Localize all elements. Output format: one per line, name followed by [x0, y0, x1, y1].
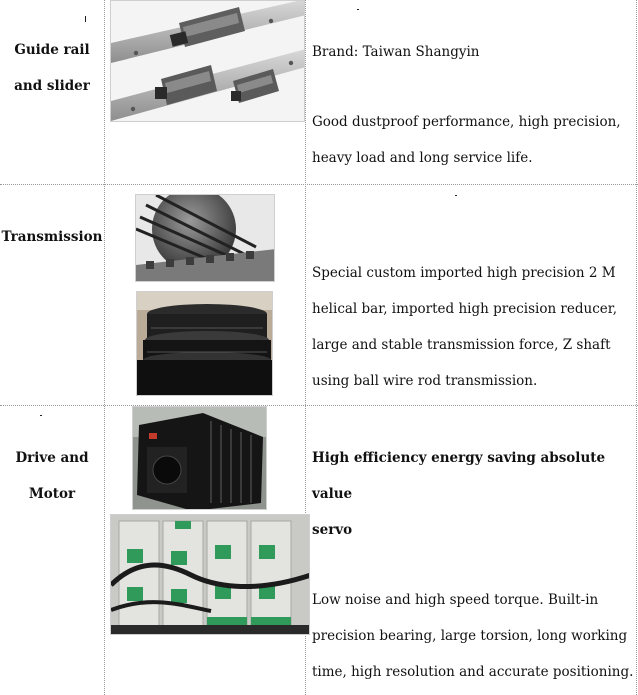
desc-block-transmission	[312, 255, 617, 399]
desc-block-drive-motor	[312, 582, 633, 690]
desc-block-servo-title	[312, 440, 638, 548]
row-label-guide-rail	[0, 32, 104, 104]
desc-line: heavy load and long service life.	[312, 150, 533, 166]
row-divider-1	[0, 184, 638, 185]
desc-line: precision bearing, large torsion, long working	[312, 628, 628, 644]
desc-line: Good dustproof performance, high precision,	[312, 114, 621, 130]
desc-line: helical bar, imported high precision reducer,	[312, 301, 618, 317]
desc-line: using ball wire rod transmission.	[312, 373, 538, 389]
gear-rack-photo	[135, 194, 275, 282]
servo-motor-photo	[132, 406, 267, 510]
table-edge-right	[636, 0, 637, 695]
desc-line: time, high resolution and accurate positioning.	[312, 664, 634, 680]
reducer-photo	[136, 291, 273, 396]
desc-line: servo	[312, 522, 353, 538]
label-line: and slider	[14, 78, 90, 94]
desc-line: Brand: Taiwan Shangyin	[312, 44, 480, 60]
row-label-drive-motor	[0, 440, 104, 512]
label-line: Transmission	[1, 229, 103, 245]
guide-rail-photo	[110, 0, 305, 122]
row-label-transmission	[0, 219, 104, 255]
desc-line: Low noise and high speed torque. Built-in	[312, 592, 599, 608]
stray-mark	[85, 16, 86, 22]
column-divider-left	[104, 0, 105, 695]
label-line: Guide rail	[14, 42, 90, 58]
desc-line: large and stable transmission force, Z shaft	[312, 337, 611, 353]
servo-driver-photo	[110, 514, 310, 635]
desc-block-brand	[312, 34, 479, 70]
stray-mark	[357, 9, 359, 10]
desc-block-guide-rail	[312, 104, 621, 176]
stray-mark	[40, 415, 42, 416]
desc-line: High efficiency energy saving absolute value	[312, 450, 606, 502]
stray-mark	[455, 195, 457, 196]
row-divider-2	[0, 405, 638, 406]
label-line: Motor	[28, 486, 76, 502]
label-line: Drive and	[15, 450, 89, 466]
desc-line: Special custom imported high precision 2 M	[312, 265, 616, 281]
